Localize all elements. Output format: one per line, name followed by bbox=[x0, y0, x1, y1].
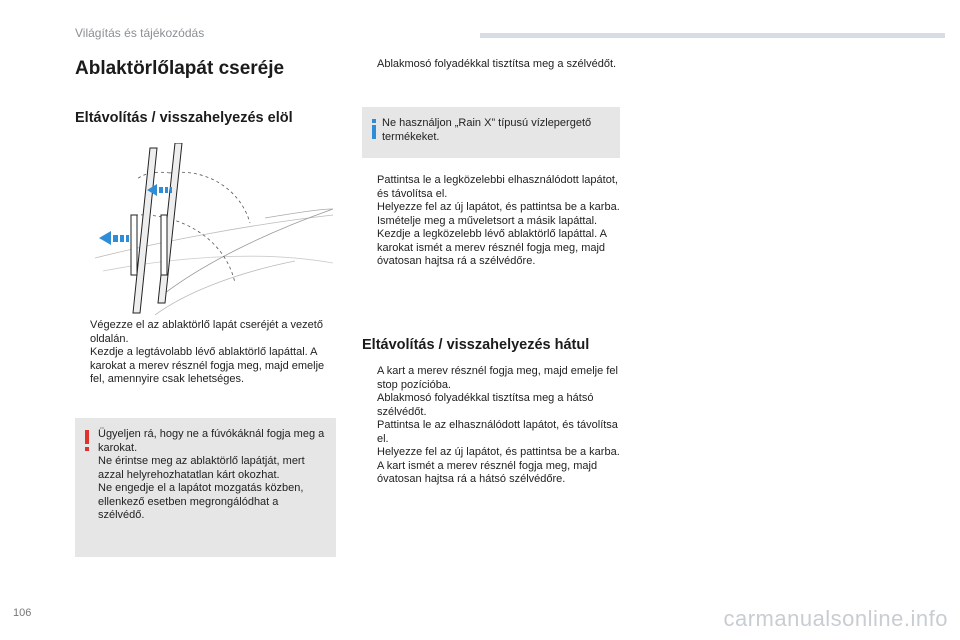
list-item: Ablakmosó folyadékkal tisztítsa meg a hátsó szélvédőt. bbox=[377, 392, 594, 418]
windshield-frame-line bbox=[155, 261, 295, 315]
page-number: 106 bbox=[13, 607, 32, 619]
lift-arrow-lower bbox=[99, 231, 129, 245]
list-item: A kart a merev résznél fogja meg, majd emelje fel stop pozícióba. bbox=[377, 365, 618, 391]
list-item: Végezze el az ablaktörlő lapát cseréjét a vezető oldalán. bbox=[90, 319, 323, 345]
info-text: Ne használjon „Rain X” típusú vízlepergető termékeket. bbox=[382, 117, 592, 143]
warning-exclamation-icon bbox=[85, 430, 89, 444]
front-steps-right bbox=[362, 174, 624, 269]
list-item: Ismételje meg a műveletsort a másik lapáttal. bbox=[377, 214, 598, 227]
wiper-illustration bbox=[95, 143, 335, 315]
list-item: Kezdje a legközelebb lévő ablaktörlő lapáttal. A karokat ismét a merev résznél fogja meg, majd óvatosan hajtsa rá a szélvédőre. bbox=[377, 228, 607, 267]
windshield-frame-line bbox=[265, 209, 333, 218]
wiper-sweep-arc bbox=[170, 172, 250, 223]
windshield-frame-line bbox=[165, 209, 333, 293]
front-steps-left bbox=[75, 319, 337, 387]
header-section-title: Világítás és tájékozódás bbox=[75, 26, 205, 40]
info-box bbox=[362, 107, 620, 158]
header-divider-bar bbox=[480, 33, 945, 38]
page-title: Ablaktörlőlapát cseréje bbox=[75, 58, 285, 79]
front-wiper-arm bbox=[158, 143, 182, 303]
list-item: Helyezze fel az új lapátot, és pattintsa be a karba. bbox=[377, 446, 620, 458]
wiper-sweep-arc bbox=[135, 215, 235, 283]
list-item: Pattintsa le a legközelebbi elhasználódott lapátot, és távolítsa el. bbox=[377, 174, 618, 200]
watermark-link[interactable]: carmanualsonline.info bbox=[723, 606, 948, 631]
list-item: A kart ismét a merev résznél fogja meg, majd óvatosan hajtsa rá a hátsó szélvédőre. bbox=[377, 459, 598, 485]
list-item: Helyezze fel az új lapátot, és pattintsa be a karba. bbox=[377, 201, 620, 213]
info-icon bbox=[372, 125, 376, 139]
list-item: Pattintsa le az elhasználódott lapátot, és távolítsa el. bbox=[377, 419, 618, 445]
list-item: Kezdje a legtávolabb lévő ablaktörlő lapáttal. A karokat a merev résznél fogja meg, majd emelje fel, amennyire csak lehetséges. bbox=[90, 346, 325, 385]
front-steps-right-top bbox=[362, 58, 624, 72]
rear-section-heading: Eltávolítás / visszahelyezés hátul bbox=[362, 337, 590, 353]
front-section-heading: Eltávolítás / visszahelyezés elöl bbox=[75, 110, 293, 126]
rear-steps bbox=[362, 365, 624, 487]
list-item: Ablakmosó folyadékkal tisztítsa meg a szélvédőt. bbox=[377, 58, 617, 70]
warning-box bbox=[75, 418, 336, 557]
rear-wiper-arm bbox=[131, 148, 157, 313]
warning-text: Ne érintse meg az ablaktörlő lapátját, mert azzal helyrehozhatatlan kárt okozhat. bbox=[98, 455, 305, 481]
warning-text: Ügyeljen rá, hogy ne a fúvókáknál fogja meg a karokat. bbox=[98, 428, 325, 454]
warning-text: Ne engedje el a lapátot mozgatás közben, ellenkező esetben megrongálódhat a szélvédő. bbox=[98, 482, 304, 521]
